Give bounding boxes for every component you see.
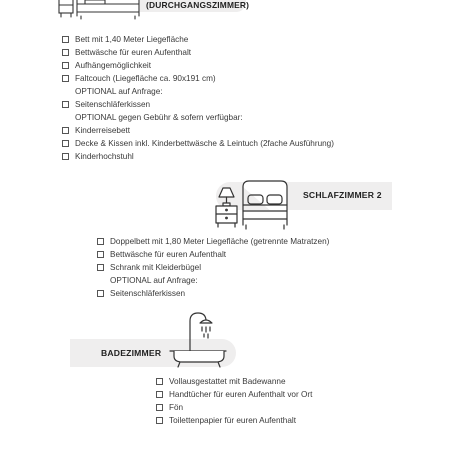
checkbox[interactable] xyxy=(62,75,69,82)
section-title: (DURCHGANGSZIMMER) xyxy=(146,0,250,10)
section-banner-durchgangszimmer xyxy=(140,0,250,12)
checkbox[interactable] xyxy=(156,378,163,385)
checkbox[interactable] xyxy=(97,290,104,297)
checkbox[interactable] xyxy=(62,49,69,56)
bathtub-shower-icon xyxy=(168,309,234,369)
checkbox[interactable] xyxy=(62,62,69,69)
checkbox[interactable] xyxy=(156,404,163,411)
checkbox[interactable] xyxy=(97,238,104,245)
checkbox[interactable] xyxy=(97,264,104,271)
bed-nightstand-icon xyxy=(55,0,145,20)
checkbox[interactable] xyxy=(62,101,69,108)
checkbox[interactable] xyxy=(156,417,163,424)
double-bed-lamp-icon xyxy=(210,175,296,231)
section-title: BADEZIMMER xyxy=(101,348,162,358)
checkbox[interactable] xyxy=(62,36,69,43)
checkbox[interactable] xyxy=(62,153,69,160)
checkbox[interactable] xyxy=(156,391,163,398)
checkbox[interactable] xyxy=(97,251,104,258)
section-title: SCHLAFZIMMER 2 xyxy=(303,190,382,200)
checkbox[interactable] xyxy=(62,127,69,134)
checkbox[interactable] xyxy=(62,140,69,147)
